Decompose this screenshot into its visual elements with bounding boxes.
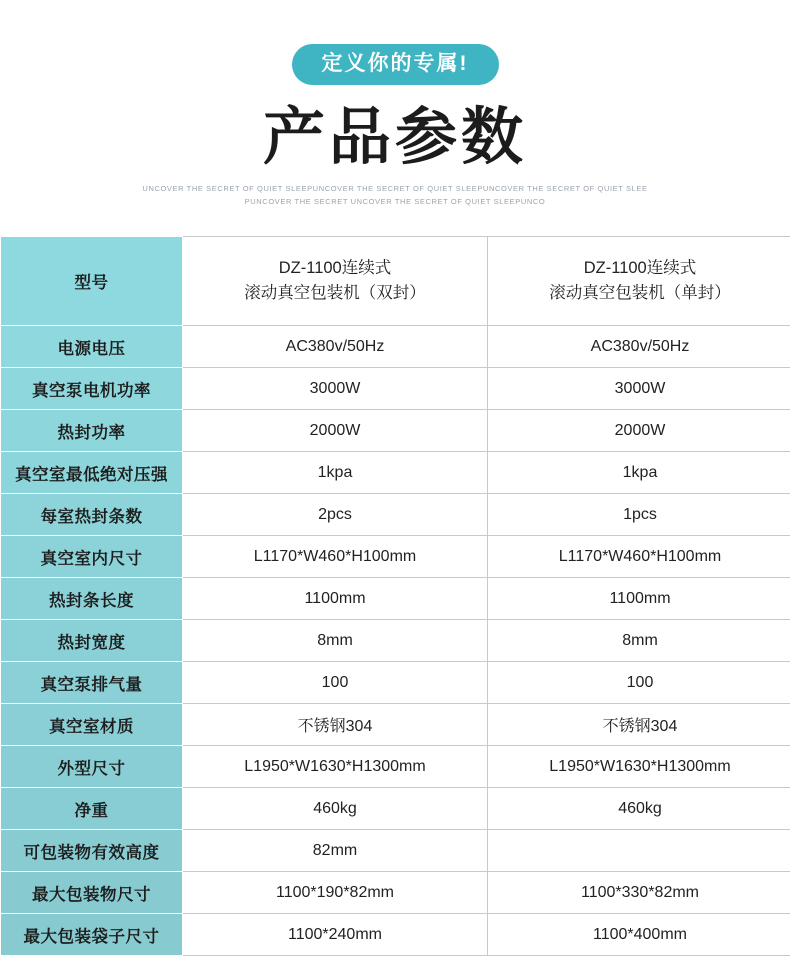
table-row	[1, 410, 790, 452]
table-row	[1, 536, 790, 578]
page-header	[0, 0, 790, 209]
row-label: 最大包装物尺寸	[1, 872, 183, 914]
row-value-col2: 1pcs	[488, 494, 790, 536]
table-row	[1, 872, 790, 914]
row-value-col2: 1100*330*82mm	[488, 872, 790, 914]
header-subtext	[0, 183, 790, 209]
row-value-col1: 不锈钢304	[183, 704, 488, 746]
row-label: 真空泵电机功率	[1, 368, 183, 410]
row-value-col1: L1170*W460*H100mm	[183, 536, 488, 578]
row-value-col2	[488, 237, 790, 326]
row-value-col1: 460kg	[183, 788, 488, 830]
row-value-col1	[183, 237, 488, 326]
row-value-col2: AC380v/50Hz	[488, 326, 790, 368]
row-label: 热封功率	[1, 410, 183, 452]
row-label: 外型尺寸	[1, 746, 183, 788]
table-row	[1, 368, 790, 410]
specification-table	[0, 236, 790, 956]
row-label: 真空室内尺寸	[1, 536, 183, 578]
row-label: 可包装物有效高度	[1, 830, 183, 872]
header-subtext-line-2: PUNCOVER THE SECRET UNCOVER THE SECRET OF QUIET SLEEPUNCO	[244, 196, 546, 206]
row-label: 真空室材质	[1, 704, 183, 746]
row-value-col2: 2000W	[488, 410, 790, 452]
model-col1-line2: 滚动真空包装机（双封）	[244, 284, 426, 302]
row-value-col1: 82mm	[183, 830, 488, 872]
row-value-col1: 8mm	[183, 620, 488, 662]
row-value-col2	[488, 830, 790, 872]
row-value-col1: 1100mm	[183, 578, 488, 620]
row-label: 电源电压	[1, 326, 183, 368]
model-col1	[183, 252, 487, 310]
row-value-col2: 1100*400mm	[488, 914, 790, 956]
row-value-col2: 3000W	[488, 368, 790, 410]
row-value-col1: 100	[183, 662, 488, 704]
table-row	[1, 452, 790, 494]
model-col2-line2: 滚动真空包装机（单封）	[549, 284, 731, 302]
row-value-col1: L1950*W1630*H1300mm	[183, 746, 488, 788]
row-label: 型号	[1, 237, 183, 326]
row-value-col2: L1950*W1630*H1300mm	[488, 746, 790, 788]
row-label: 最大包装袋子尺寸	[1, 914, 183, 956]
row-label: 热封宽度	[1, 620, 183, 662]
specification-table-body	[1, 237, 790, 956]
row-label: 热封条长度	[1, 578, 183, 620]
row-value-col1: 1100*240mm	[183, 914, 488, 956]
row-value-col1: 3000W	[183, 368, 488, 410]
model-col1-line1: DZ-1100连续式	[278, 259, 392, 278]
row-value-col1: AC380v/50Hz	[183, 326, 488, 368]
row-value-col2: 100	[488, 662, 790, 704]
row-label: 每室热封条数	[1, 494, 183, 536]
table-row	[1, 326, 790, 368]
row-value-col2: L1170*W460*H100mm	[488, 536, 790, 578]
table-row	[1, 788, 790, 830]
table-row-model	[1, 237, 790, 326]
row-label: 净重	[1, 788, 183, 830]
model-col2	[488, 252, 790, 310]
header-badge: 定义你的专属!	[292, 44, 499, 85]
table-row	[1, 746, 790, 788]
row-value-col2: 460kg	[488, 788, 790, 830]
table-row	[1, 914, 790, 956]
row-value-col1: 2000W	[183, 410, 488, 452]
row-value-col1: 2pcs	[183, 494, 488, 536]
row-label: 真空室最低绝对压强	[1, 452, 183, 494]
table-row	[1, 620, 790, 662]
table-row	[1, 578, 790, 620]
table-row	[1, 662, 790, 704]
row-value-col1: 1kpa	[183, 452, 488, 494]
header-subtext-line-1: UNCOVER THE SECRET OF QUIET SLEEPUNCOVER THE SECRET OF QUIET SLEEPUNCOVER THE SECRET OF QUIET SLEE	[142, 184, 648, 194]
row-label: 真空泵排气量	[1, 662, 183, 704]
row-value-col2: 不锈钢304	[488, 704, 790, 746]
table-row	[1, 704, 790, 746]
row-value-col2: 1kpa	[488, 452, 790, 494]
row-value-col2: 8mm	[488, 620, 790, 662]
page-title: 产品参数	[262, 100, 527, 173]
table-row	[1, 494, 790, 536]
table-row	[1, 830, 790, 872]
row-value-col2: 1100mm	[488, 578, 790, 620]
row-value-col1: 1100*190*82mm	[183, 872, 488, 914]
model-col2-line1: DZ-1100连续式	[583, 259, 697, 278]
